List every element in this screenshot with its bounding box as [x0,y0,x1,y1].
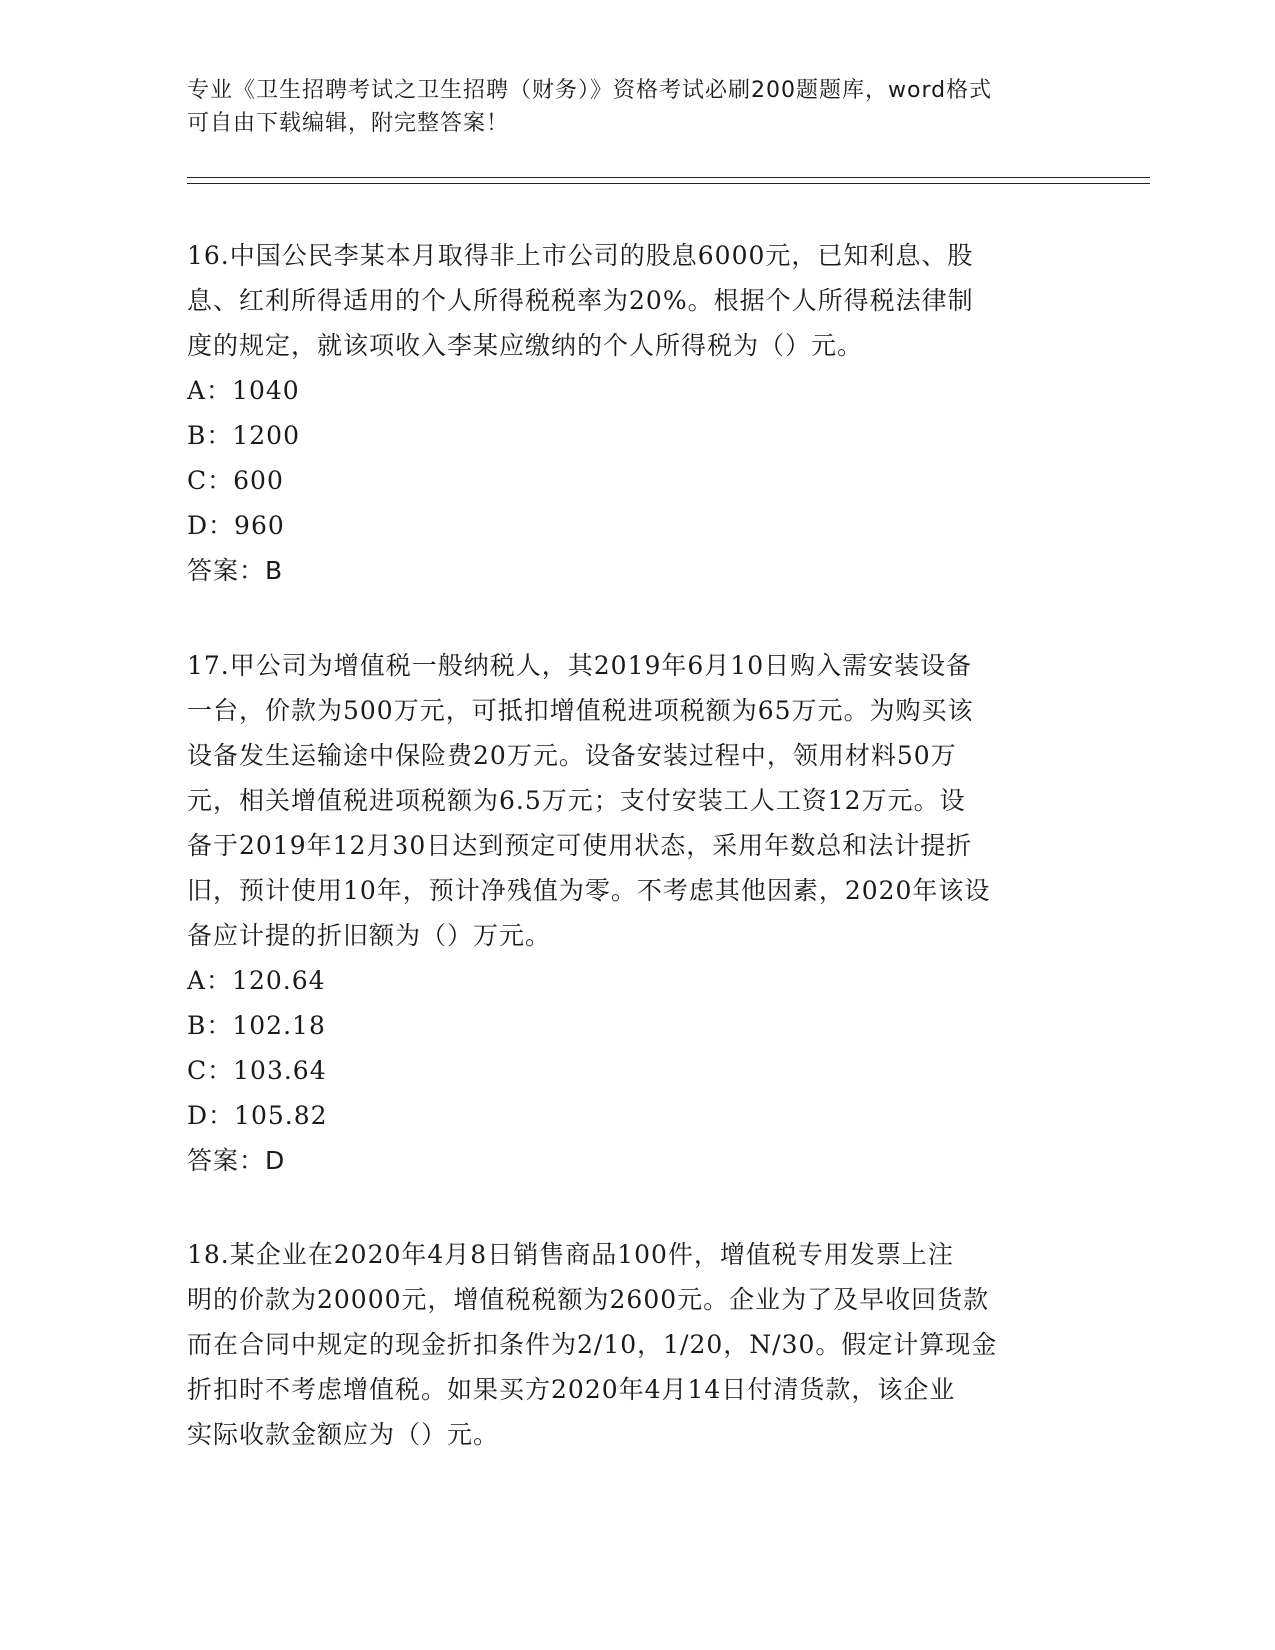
question-stem-line: 而在合同中规定的现金折扣条件为2/10，1/20，N/30。假定计算现金 [187,1330,998,1359]
option-a: A：120.64 [187,966,326,995]
question-stem-line: 折扣时不考虑增值税。如果买方2020年4月14日付清货款，该企业 [187,1375,956,1404]
answer-line: 答案：D [187,1146,286,1175]
header-divider-bottom [187,183,1150,184]
document-header [187,74,1067,140]
question-18 [187,1232,1087,1457]
question-16 [187,233,1087,593]
question-17 [187,643,1087,1183]
option-d: D：960 [187,511,285,540]
question-stem-line: 元，相关增值税进项税额为6.5万元；支付安装工人工资12万元。设 [187,786,966,815]
option-a: A：1040 [187,376,300,405]
header-line: 专业《卫生招聘考试之卫生招聘（财务）》资格考试必刷200题题库，word格式 [187,78,993,103]
question-stem-line: 实际收款金额应为（）元。 [187,1420,500,1449]
question-stem-line: 备于2019年12月30日达到预定可使用状态，采用年数总和法计提折 [187,831,973,860]
option-c: C：103.64 [187,1056,327,1085]
header-divider-top [187,177,1150,178]
question-stem-line: 设备发生运输途中保险费20万元。设备安装过程中，领用材料50万 [187,741,957,770]
question-stem-line: 18.某企业在2020年4月8日销售商品100件，增值税专用发票上注 [187,1240,954,1269]
question-stem-line: 度的规定，就该项收入李某应缴纳的个人所得税为（）元。 [187,331,864,360]
question-stem-line: 明的价款为20000元，增值税税额为2600元。企业为了及早收回货款 [187,1285,990,1314]
header-line: 可自由下载编辑，附完整答案！ [187,111,510,136]
question-stem-line: 备应计提的折旧额为（）万元。 [187,921,552,950]
option-b: B：1200 [187,421,300,450]
answer-line: 答案：B [187,556,284,585]
option-c: C：600 [187,466,284,495]
option-b: B：102.18 [187,1011,326,1040]
question-stem-line: 16.中国公民李某本月取得非上市公司的股息6000元，已知利息、股 [187,241,974,270]
question-stem-line: 旧，预计使用10年，预计净残值为零。不考虑其他因素，2020年该设 [187,876,991,905]
question-stem-line: 一台，价款为500万元，可抵扣增值税进项税额为65万元。为购买该 [187,696,974,725]
option-d: D：105.82 [187,1101,328,1130]
question-stem-line: 息、红利所得适用的个人所得税税率为20%。根据个人所得税法律制 [187,286,974,315]
question-stem-line: 17.甲公司为增值税一般纳税人，其2019年6月10日购入需安装设备 [187,651,973,680]
